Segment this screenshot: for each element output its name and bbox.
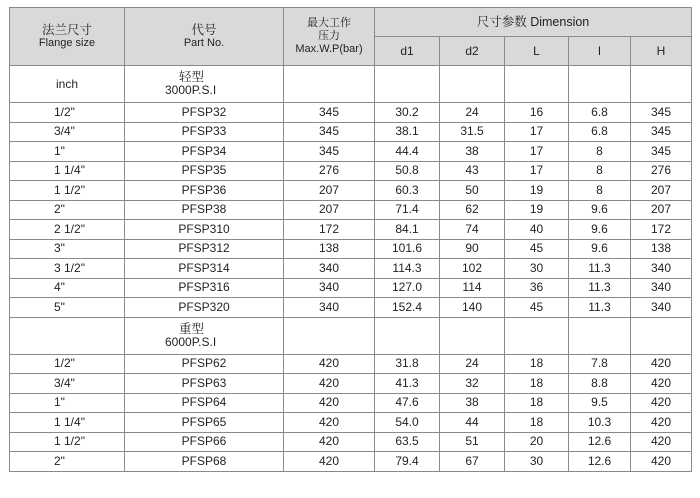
header-part-no: [125, 8, 284, 66]
section-empty-cell: [440, 317, 505, 354]
cell-d1: 38.1: [375, 122, 440, 142]
cell-d2: 24: [440, 354, 505, 374]
header-col-l: l: [569, 37, 631, 66]
cell-size: 2": [10, 452, 125, 472]
cell-d1: 60.3: [375, 181, 440, 201]
cell-l: 9.5: [569, 393, 631, 413]
cell-wp: 420: [284, 393, 375, 413]
cell-H: 172: [631, 220, 692, 240]
cell-wp: 420: [284, 374, 375, 394]
cell-L: 18: [505, 354, 569, 374]
cell-d2: 38: [440, 142, 505, 162]
cell-d2: 50: [440, 181, 505, 201]
cell-H: 420: [631, 432, 692, 452]
cell-l: 6.8: [569, 103, 631, 123]
cell-d1: 44.4: [375, 142, 440, 162]
section-unit-cell: [10, 317, 125, 354]
cell-size: 1 1/4": [10, 161, 125, 181]
table-row: [10, 181, 692, 201]
cell-d1: 127.0: [375, 278, 440, 298]
section-empty-cell: [631, 317, 692, 354]
cell-wp: 345: [284, 142, 375, 162]
cell-part: PFSP32: [125, 103, 284, 123]
header-pressure-cn1: 最大工作: [307, 17, 351, 29]
cell-wp: 340: [284, 259, 375, 279]
header-pressure-en: Max.W.P(bar): [295, 43, 363, 55]
cell-part: PFSP35: [125, 161, 284, 181]
cell-L: 19: [505, 181, 569, 201]
cell-H: 420: [631, 354, 692, 374]
cell-H: 276: [631, 161, 692, 181]
cell-L: 16: [505, 103, 569, 123]
cell-H: 340: [631, 298, 692, 318]
cell-d2: 31.5: [440, 122, 505, 142]
cell-l: 8: [569, 161, 631, 181]
cell-part: PFSP320: [125, 298, 284, 318]
cell-size: 1 1/2": [10, 432, 125, 452]
cell-H: 345: [631, 103, 692, 123]
header-col-d1: d1: [375, 37, 440, 66]
cell-d1: 30.2: [375, 103, 440, 123]
cell-size: 1/2": [10, 354, 125, 374]
cell-L: 18: [505, 413, 569, 433]
cell-H: 340: [631, 259, 692, 279]
cell-L: 19: [505, 200, 569, 220]
cell-size: 3": [10, 239, 125, 259]
cell-l: 12.6: [569, 432, 631, 452]
cell-l: 8: [569, 181, 631, 201]
table-row: [10, 413, 692, 433]
cell-d2: 24: [440, 103, 505, 123]
cell-l: 9.6: [569, 239, 631, 259]
section-header-row: [10, 66, 692, 103]
header-flange-size-cn: 法兰尺寸: [41, 23, 92, 37]
cell-d1: 84.1: [375, 220, 440, 240]
cell-H: 420: [631, 452, 692, 472]
cell-H: 345: [631, 122, 692, 142]
cell-part: PFSP314: [125, 259, 284, 279]
section-empty-cell: [505, 66, 569, 103]
cell-size: 2 1/2": [10, 220, 125, 240]
cell-l: 8: [569, 142, 631, 162]
section-empty-cell: [505, 317, 569, 354]
cell-d1: 101.6: [375, 239, 440, 259]
cell-d2: 74: [440, 220, 505, 240]
cell-part: PFSP68: [125, 452, 284, 472]
section-name-cn: 重型: [179, 321, 205, 336]
cell-d1: 50.8: [375, 161, 440, 181]
cell-H: 345: [631, 142, 692, 162]
cell-H: 207: [631, 200, 692, 220]
cell-H: 207: [631, 181, 692, 201]
section-empty-cell: [284, 317, 375, 354]
cell-d1: 31.8: [375, 354, 440, 374]
cell-wp: 420: [284, 413, 375, 433]
cell-L: 45: [505, 239, 569, 259]
cell-d1: 79.4: [375, 452, 440, 472]
cell-size: 5": [10, 298, 125, 318]
cell-wp: 420: [284, 432, 375, 452]
table-row: [10, 103, 692, 123]
header-part-no-cn: 代号: [191, 23, 217, 37]
cell-l: 11.3: [569, 259, 631, 279]
table-row: [10, 354, 692, 374]
cell-size: 1 1/2": [10, 181, 125, 201]
cell-l: 12.6: [569, 452, 631, 472]
section-empty-cell: [375, 317, 440, 354]
cell-d2: 67: [440, 452, 505, 472]
table-row: [10, 239, 692, 259]
cell-part: PFSP66: [125, 432, 284, 452]
cell-size: 4": [10, 278, 125, 298]
header-flange-size: [10, 8, 125, 66]
cell-part: PFSP34: [125, 142, 284, 162]
cell-L: 36: [505, 278, 569, 298]
table-row: [10, 259, 692, 279]
cell-d1: 54.0: [375, 413, 440, 433]
header-part-no-en: Part No.: [183, 37, 225, 49]
table-row: [10, 432, 692, 452]
cell-wp: 276: [284, 161, 375, 181]
cell-part: PFSP312: [125, 239, 284, 259]
section-empty-cell: [569, 317, 631, 354]
cell-l: 6.8: [569, 122, 631, 142]
cell-d2: 32: [440, 374, 505, 394]
cell-part: PFSP64: [125, 393, 284, 413]
section-empty-cell: [375, 66, 440, 103]
cell-l: 11.3: [569, 278, 631, 298]
section-unit-cell: inch: [10, 66, 125, 103]
table-row: [10, 161, 692, 181]
cell-part: PFSP62: [125, 354, 284, 374]
cell-d1: 114.3: [375, 259, 440, 279]
table-row: [10, 220, 692, 240]
cell-part: PFSP63: [125, 374, 284, 394]
cell-d2: 102: [440, 259, 505, 279]
cell-part: PFSP65: [125, 413, 284, 433]
cell-H: 340: [631, 278, 692, 298]
table-row: [10, 298, 692, 318]
cell-l: 9.6: [569, 220, 631, 240]
cell-part: PFSP316: [125, 278, 284, 298]
cell-d1: 152.4: [375, 298, 440, 318]
cell-L: 17: [505, 161, 569, 181]
cell-L: 18: [505, 374, 569, 394]
cell-d2: 51: [440, 432, 505, 452]
section-name-en: 3000P.S.I: [165, 83, 217, 97]
cell-wp: 172: [284, 220, 375, 240]
cell-d2: 43: [440, 161, 505, 181]
cell-wp: 345: [284, 122, 375, 142]
cell-L: 30: [505, 452, 569, 472]
cell-d2: 90: [440, 239, 505, 259]
cell-L: 20: [505, 432, 569, 452]
flange-spec-table: [9, 7, 692, 472]
section-empty-cell: [631, 66, 692, 103]
cell-wp: 340: [284, 278, 375, 298]
cell-size: 3/4": [10, 122, 125, 142]
header-dimension: 尺寸参数 Dimension: [375, 8, 692, 37]
cell-d1: 71.4: [375, 200, 440, 220]
cell-l: 8.8: [569, 374, 631, 394]
cell-part: PFSP33: [125, 122, 284, 142]
cell-size: 1": [10, 393, 125, 413]
section-name-en: 6000P.S.I: [165, 334, 217, 349]
header-flange-size-en: Flange size: [38, 37, 96, 49]
header-col-d2: d2: [440, 37, 505, 66]
section-name-cell: [125, 317, 284, 354]
cell-l: 11.3: [569, 298, 631, 318]
header-max-pressure: [284, 8, 375, 66]
cell-d2: 38: [440, 393, 505, 413]
cell-H: 420: [631, 374, 692, 394]
cell-H: 420: [631, 393, 692, 413]
cell-L: 40: [505, 220, 569, 240]
table-row: [10, 200, 692, 220]
section-name-cn: 轻型: [179, 70, 205, 84]
cell-l: 9.6: [569, 200, 631, 220]
cell-d1: 47.6: [375, 393, 440, 413]
cell-L: 18: [505, 393, 569, 413]
cell-wp: 345: [284, 103, 375, 123]
cell-wp: 138: [284, 239, 375, 259]
cell-H: 420: [631, 413, 692, 433]
cell-size: 3 1/2": [10, 259, 125, 279]
cell-size: 3/4": [10, 374, 125, 394]
cell-size: 1": [10, 142, 125, 162]
table-row: [10, 278, 692, 298]
cell-size: 2": [10, 200, 125, 220]
cell-d2: 44: [440, 413, 505, 433]
table-row: [10, 374, 692, 394]
cell-part: PFSP36: [125, 181, 284, 201]
cell-d1: 63.5: [375, 432, 440, 452]
cell-part: PFSP310: [125, 220, 284, 240]
cell-d1: 41.3: [375, 374, 440, 394]
cell-l: 7.8: [569, 354, 631, 374]
cell-d2: 62: [440, 200, 505, 220]
cell-wp: 420: [284, 452, 375, 472]
header-row: [10, 8, 692, 37]
cell-L: 17: [505, 142, 569, 162]
table-row: [10, 452, 692, 472]
cell-d2: 114: [440, 278, 505, 298]
cell-wp: 340: [284, 298, 375, 318]
section-name-cell: [125, 66, 284, 103]
cell-L: 30: [505, 259, 569, 279]
cell-wp: 420: [284, 354, 375, 374]
table-row: [10, 393, 692, 413]
section-empty-cell: [569, 66, 631, 103]
cell-L: 17: [505, 122, 569, 142]
cell-H: 138: [631, 239, 692, 259]
section-empty-cell: [440, 66, 505, 103]
cell-wp: 207: [284, 200, 375, 220]
cell-d2: 140: [440, 298, 505, 318]
cell-part: PFSP38: [125, 200, 284, 220]
section-empty-cell: [284, 66, 375, 103]
header-col-H: H: [631, 37, 692, 66]
table-row: [10, 142, 692, 162]
cell-l: 10.3: [569, 413, 631, 433]
section-header-row: [10, 317, 692, 354]
cell-size: 1/2": [10, 103, 125, 123]
flange-spec-table-wrapper: [9, 7, 692, 472]
cell-wp: 207: [284, 181, 375, 201]
header-pressure-cn2: 压力: [318, 30, 340, 42]
header-col-L: L: [505, 37, 569, 66]
table-row: [10, 122, 692, 142]
cell-L: 45: [505, 298, 569, 318]
cell-size: 1 1/4": [10, 413, 125, 433]
